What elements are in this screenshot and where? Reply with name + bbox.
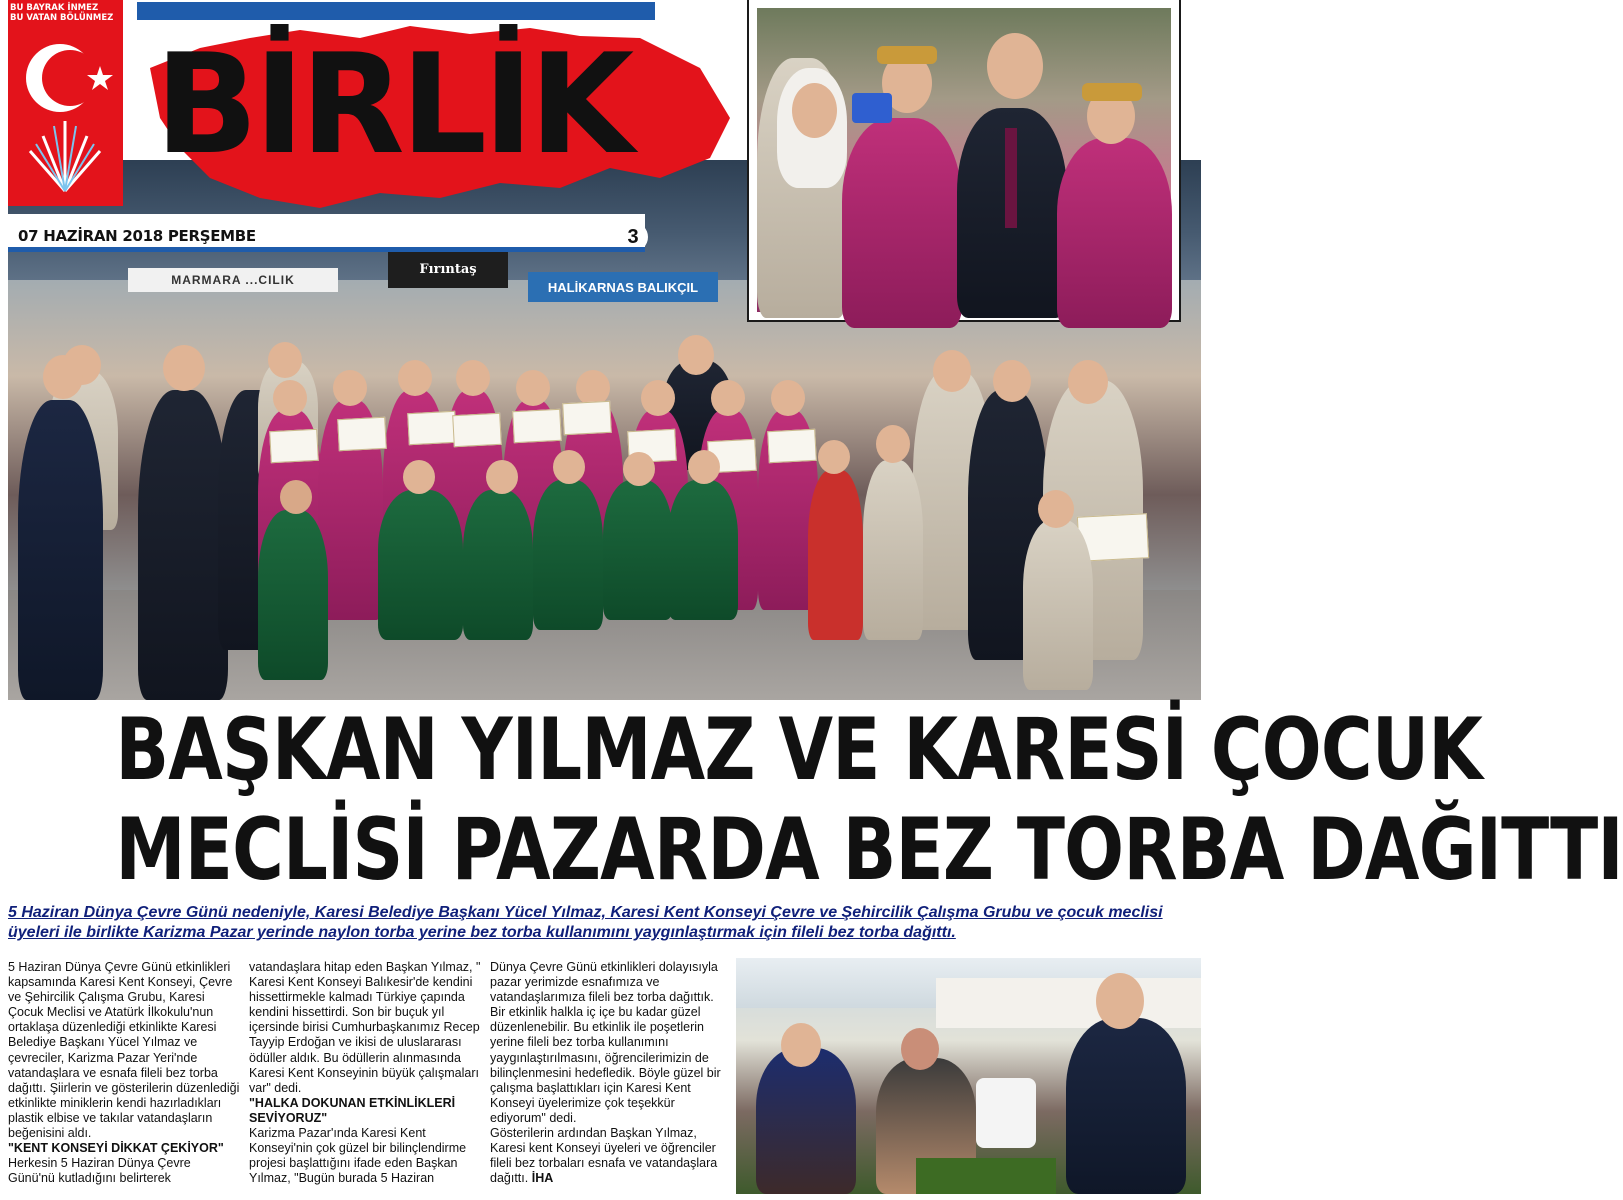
shop-sign: Fırıntaş bbox=[388, 250, 508, 288]
headline bbox=[8, 700, 1623, 900]
col2-paragraph-2: Karizma Pazar'ında Karesi Kent Konseyi'nin çok güzel bir bilinçlendirme projesi başlattığını ifade eden Başkan Yılmaz, "Bugün burada 5 Haziran bbox=[249, 1126, 467, 1186]
slogan bbox=[10, 3, 121, 23]
article-column-1 bbox=[8, 960, 240, 1186]
fish-shop-sign: HALİKARNAS BALIKÇIL bbox=[528, 272, 718, 302]
inset-photo bbox=[749, 0, 1179, 320]
slogan-line-1: BU BAYRAK İNMEZ bbox=[10, 3, 99, 13]
issue-date: 07 HAZİRAN 2018 PERŞEMBE bbox=[18, 227, 256, 245]
crescent-star-emblem-icon bbox=[8, 26, 123, 206]
newspaper-brand: BİRLİK bbox=[155, 24, 631, 185]
crowd-group bbox=[8, 330, 1201, 700]
headline-line-1: BAŞKAN YILMAZ VE KARESİ ÇOCUK bbox=[115, 700, 1483, 800]
col2-subheading: "HALKA DOKUNAN ETKİNLİKLERİ SEVİYORUZ" bbox=[249, 1095, 456, 1125]
date-bar bbox=[8, 214, 645, 252]
col2-paragraph-1: vatandaşlara hitap eden Başkan Yılmaz, " Karesi Kent Konseyi Balıkesir'de kendini hissettirmekle kalmadı Türkiye çapında kendini hissettirdi. Son bir buçuk yıl içersinde birisi Cumhurbaşkanımız Recep Tayyip Erdoğan ve ikisi de uluslararası ödüller aldık. Bu ödüllerin alınmasında Karesi Kent Konseyinin büyük çalışmaları var" dedi. bbox=[249, 960, 481, 1095]
slogan-line-2: BU VATAN BÖLÜNMEZ bbox=[10, 13, 114, 23]
col3-paragraph-2: Gösterilerin ardından Başkan Yılmaz, Karesi kent Konseyi üyeleri ve öğrenciler fileli bez torbaları esnafa ve vatandaşlara dağıttı. bbox=[490, 1126, 718, 1186]
col1-subheading: "KENT KONSEYİ DİKKAT ÇEKİYOR" bbox=[8, 1141, 224, 1156]
page-number: 3 bbox=[618, 222, 648, 252]
agency-signature: İHA bbox=[531, 1171, 554, 1186]
col1-paragraph-1: 5 Haziran Dünya Çevre Günü etkinlikleri kapsamında Karesi Kent Konseyi, Çevre ve Şehircilik Çalışma Grubu, Karesi Çocuk Meclisi ve Atatürk İlkokulu'nun ortaklaşa düzenlediği etkinlikte Karesi Belediye Başkanı Yücel Yılmaz ve çevreciler, Karizma Pazar Yeri'nde vatandaşlara ve esnafa fileli bez torba dağıttı. Şiirlerin ve gösterilerin düzenlediği etkinlikte miniklerin kendi hazırladıkları plastik elbise ve takılar vatandaşların beğenisini aldı. bbox=[8, 960, 240, 1141]
article-column-2 bbox=[249, 960, 481, 1186]
col3-paragraph-1: Dünya Çevre Günü etkinlikleri dolayısıyla pazar yerimizde esnafımıza ve vatandaşlarımıza fileli bez torba dağıttık. Bir etkinlik halkla iç içe bu kadar güzel düzenlenebilir. Bu etkinlik ile poşetlerin yerine fileli bez torba kullanımını yaygınlaştırılmasını, öğrencilerimizin de bilinçlenmesini hedefledik. Böyle güzel bir çalışma başlattıkları için Karesi Kent Konseyi üyelerimize çok teşekkür ediyorum" dedi. bbox=[490, 960, 721, 1125]
col1-paragraph-2: Herkesin 5 Haziran Dünya Çevre Günü'nü kutladığını belirterek bbox=[8, 1156, 191, 1186]
headline-line-2: MECLİSİ PAZARDA BEZ TORBA DAĞITTI bbox=[115, 800, 1623, 900]
side-photo bbox=[736, 958, 1201, 1194]
market-sign: MARMARA ...CILIK bbox=[128, 268, 338, 292]
spot-text: 5 Haziran Dünya Çevre Günü nedeniyle, Karesi Belediye Başkanı Yücel Yılmaz, Karesi Kent Konseyi Çevre ve Şehircilik Çalışma Grubu ve çocuk meclisi üyeleri ile birlikte Karizma Pazar yerinde naylon torba yerine bez torba kullanımını yaygınlaştırmak için fileli bez torba dağıttı. bbox=[8, 904, 1163, 941]
date-bar-rule bbox=[8, 247, 645, 252]
article-column-3 bbox=[490, 960, 722, 1186]
inset-photo-scene bbox=[757, 8, 1171, 312]
flag-emblem-block bbox=[8, 0, 123, 206]
